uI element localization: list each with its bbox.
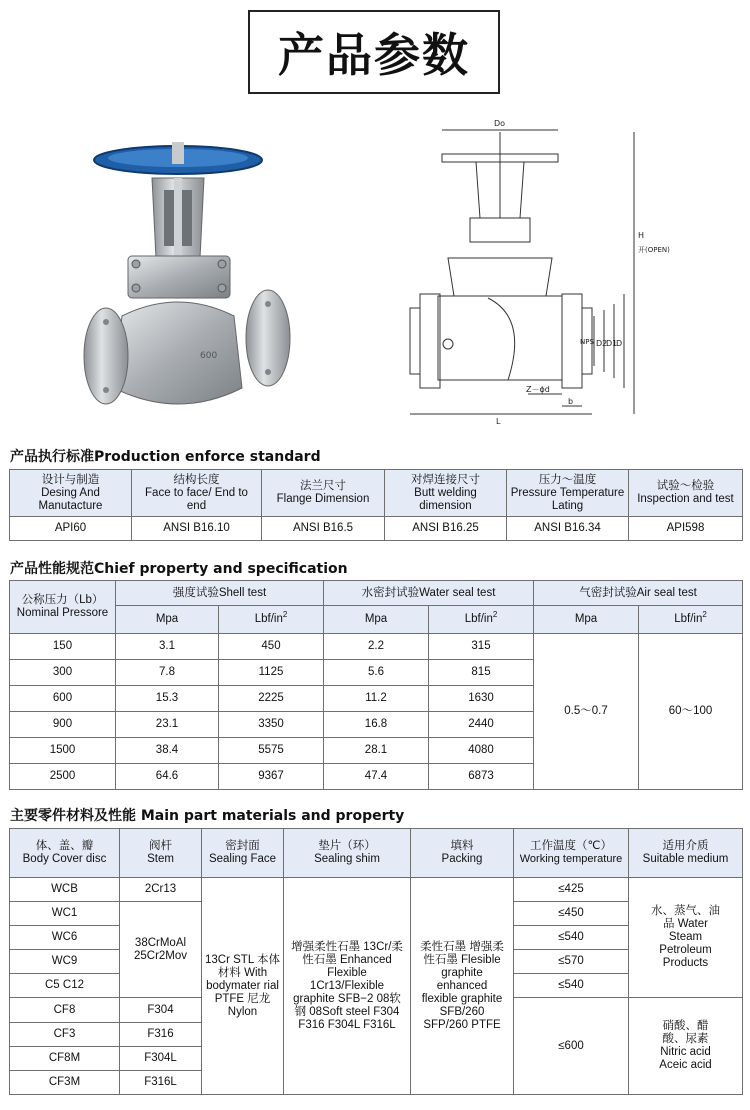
table-cell: 5575 xyxy=(219,738,324,764)
materials-header-shim: 垫片（环） Sealing shim xyxy=(284,829,411,878)
table-cell: ≤600 xyxy=(514,998,629,1095)
materials-header-stem: 阀杆 Stem xyxy=(120,829,202,878)
label-d2: D2 xyxy=(596,339,608,348)
standard-header-row xyxy=(10,470,743,517)
table-cell: 815 xyxy=(429,660,534,686)
table-cell: 4080 xyxy=(429,738,534,764)
table-cell: 2225 xyxy=(219,686,324,712)
spec-table xyxy=(9,580,743,790)
spec-header-air: 气密封试验Air seal test xyxy=(534,581,743,606)
table-row xyxy=(10,634,743,660)
table-cell: 15.3 xyxy=(116,686,219,712)
spec-header-water: 水密封试验Water seal test xyxy=(324,581,534,606)
table-cell: 9367 xyxy=(219,764,324,790)
table-cell: F304L xyxy=(120,1047,202,1071)
table-cell: 450 xyxy=(219,634,324,660)
table-cell: 28.1 xyxy=(324,738,429,764)
unit-mpa: Mpa xyxy=(116,606,219,634)
table-cell: CF8 xyxy=(10,998,120,1023)
table-cell: 11.2 xyxy=(324,686,429,712)
unit-mpa: Mpa xyxy=(534,606,639,634)
table-cell: 150 xyxy=(10,634,116,660)
table-cell: ≤540 xyxy=(514,974,629,998)
standard-header-pressure: 压力～温度 Pressure Temperature Lating xyxy=(507,470,629,517)
label-nps: NPS xyxy=(580,338,594,346)
table-cell: 600 xyxy=(10,686,116,712)
table-cell: F316 xyxy=(120,1023,202,1047)
table-cell: 315 xyxy=(429,634,534,660)
materials-header-sealing-face: 密封面 Sealing Face xyxy=(202,829,284,878)
table-cell: 7.8 xyxy=(116,660,219,686)
table-cell: 5.6 xyxy=(324,660,429,686)
table-cell: 47.4 xyxy=(324,764,429,790)
materials-header-packing: 填料 Packing xyxy=(411,829,514,878)
spec-header-shell: 强度试验Shell test xyxy=(116,581,324,606)
table-cell: 64.6 xyxy=(116,764,219,790)
standard-header-face: 结构长度 Face to face/ End to end xyxy=(132,470,262,517)
table-cell: F304 xyxy=(120,998,202,1023)
table-cell: ≤425 xyxy=(514,878,629,902)
table-cell: ANSI B16.10 xyxy=(132,517,262,541)
table-cell: C5 C12 xyxy=(10,974,120,998)
table-cell: 2500 xyxy=(10,764,116,790)
table-cell: ≤540 xyxy=(514,926,629,950)
label-d1: D1 xyxy=(606,339,618,348)
table-cell: API60 xyxy=(10,517,132,541)
spec-header-nominal: 公称压力（Lb） Nominal Pressore xyxy=(10,581,116,634)
label-do: Do xyxy=(494,119,506,128)
standard-header-flange: 法兰尺寸 Flange Dimension xyxy=(262,470,385,517)
air-mpa-cell: 0.5～0.7 xyxy=(534,634,639,790)
unit-lbf: Lbf/$in^2$ xyxy=(639,606,743,634)
table-cell: CF3M xyxy=(10,1071,120,1095)
table-cell: 16.8 xyxy=(324,712,429,738)
standard-section-title: 产品执行标准Production enforce standard xyxy=(10,449,321,465)
materials-section-title: 主要零件材料及性能 Main part materials and property xyxy=(10,808,405,824)
table-row xyxy=(10,878,743,902)
valve-dimension-drawing xyxy=(408,118,670,430)
table-cell: 2Cr13 xyxy=(120,878,202,902)
sealing-face-cell: 13Cr STL 本体材料 With bodymater rial PTFE 尼龙 Nylon xyxy=(202,878,284,1095)
standard-header-inspection: 试验～检验 Inspection and test xyxy=(629,470,743,517)
spec-header-row xyxy=(10,581,743,606)
label-d: D xyxy=(616,339,623,348)
standard-header-design: 设计与制造 Desing And Manutacture xyxy=(10,470,132,517)
spec-section-title: 产品性能规范Chief property and specification xyxy=(10,561,348,577)
unit-lbf: Lbf/$in^2$ xyxy=(219,606,324,634)
table-cell: 300 xyxy=(10,660,116,686)
standard-value-row xyxy=(10,517,743,541)
table-cell: ≤450 xyxy=(514,902,629,926)
table-cell: 1500 xyxy=(10,738,116,764)
unit-lbf: Lbf/$in^2$ xyxy=(429,606,534,634)
table-cell: CF8M xyxy=(10,1047,120,1071)
table-cell: F316L xyxy=(120,1071,202,1095)
table-cell: 1125 xyxy=(219,660,324,686)
shim-cell: 增强柔性石墨 13Cr/柔性石墨 Enhanced Flexible 1Cr13/Flexible graphite SFB−2 08软钢 08Soft steel F304 F316 F304L F316L xyxy=(284,878,411,1095)
table-cell: 38.4 xyxy=(116,738,219,764)
table-cell: WC9 xyxy=(10,950,120,974)
table-cell: 23.1 xyxy=(116,712,219,738)
valve-photo xyxy=(82,138,292,428)
air-lbf-cell: 60～100 xyxy=(639,634,743,790)
table-cell: 1630 xyxy=(429,686,534,712)
unit-mpa: Mpa xyxy=(324,606,429,634)
medium-water-cell: 水、蒸气、油品 Water Steam Petroleum Products xyxy=(629,878,743,998)
table-cell: WC1 xyxy=(10,902,120,926)
body-cast-mark: 600 xyxy=(200,351,218,361)
label-h: H xyxy=(638,231,645,240)
materials-header-temperature: 工作温度（℃） Working temperature xyxy=(514,829,629,878)
table-cell: CF3 xyxy=(10,1023,120,1047)
materials-header-medium: 适用介质 Suitable medium xyxy=(629,829,743,878)
label-z: Z－ϕd xyxy=(526,385,550,394)
spec-unit-row xyxy=(10,606,743,634)
standard-table xyxy=(9,469,743,541)
medium-acid-cell: 硝酸、醋酸、尿素 Nitric acid Aceic acid xyxy=(629,998,743,1095)
label-open: 开(OPEN) xyxy=(638,246,670,254)
page-title: 产品参数 xyxy=(248,10,500,94)
materials-header-row xyxy=(10,829,743,878)
table-cell: ANSI B16.34 xyxy=(507,517,629,541)
standard-header-butt: 对焊连接尺寸 Butt welding dimension xyxy=(385,470,507,517)
packing-cell: 柔性石墨 增强柔性石墨 Flesible graphite enhanced flexible graphite SFB/260 SFP/260 PTFE xyxy=(411,878,514,1095)
table-cell: WC6 xyxy=(10,926,120,950)
materials-header-body: 体、盖、瓣 Body Cover disc xyxy=(10,829,120,878)
table-cell: ≤570 xyxy=(514,950,629,974)
table-cell: 6873 xyxy=(429,764,534,790)
materials-table xyxy=(9,828,743,1095)
table-cell: WCB xyxy=(10,878,120,902)
table-cell: 900 xyxy=(10,712,116,738)
label-l: L xyxy=(496,417,501,426)
table-cell: API598 xyxy=(629,517,743,541)
table-cell: 2440 xyxy=(429,712,534,738)
table-cell: 3.1 xyxy=(116,634,219,660)
table-cell: ANSI B16.5 xyxy=(262,517,385,541)
table-cell: 2.2 xyxy=(324,634,429,660)
table-cell: ANSI B16.25 xyxy=(385,517,507,541)
label-b: b xyxy=(568,397,574,406)
stem-alloy-cell: 38CrMoAl 25Cr2Mov xyxy=(120,902,202,998)
table-cell: 3350 xyxy=(219,712,324,738)
